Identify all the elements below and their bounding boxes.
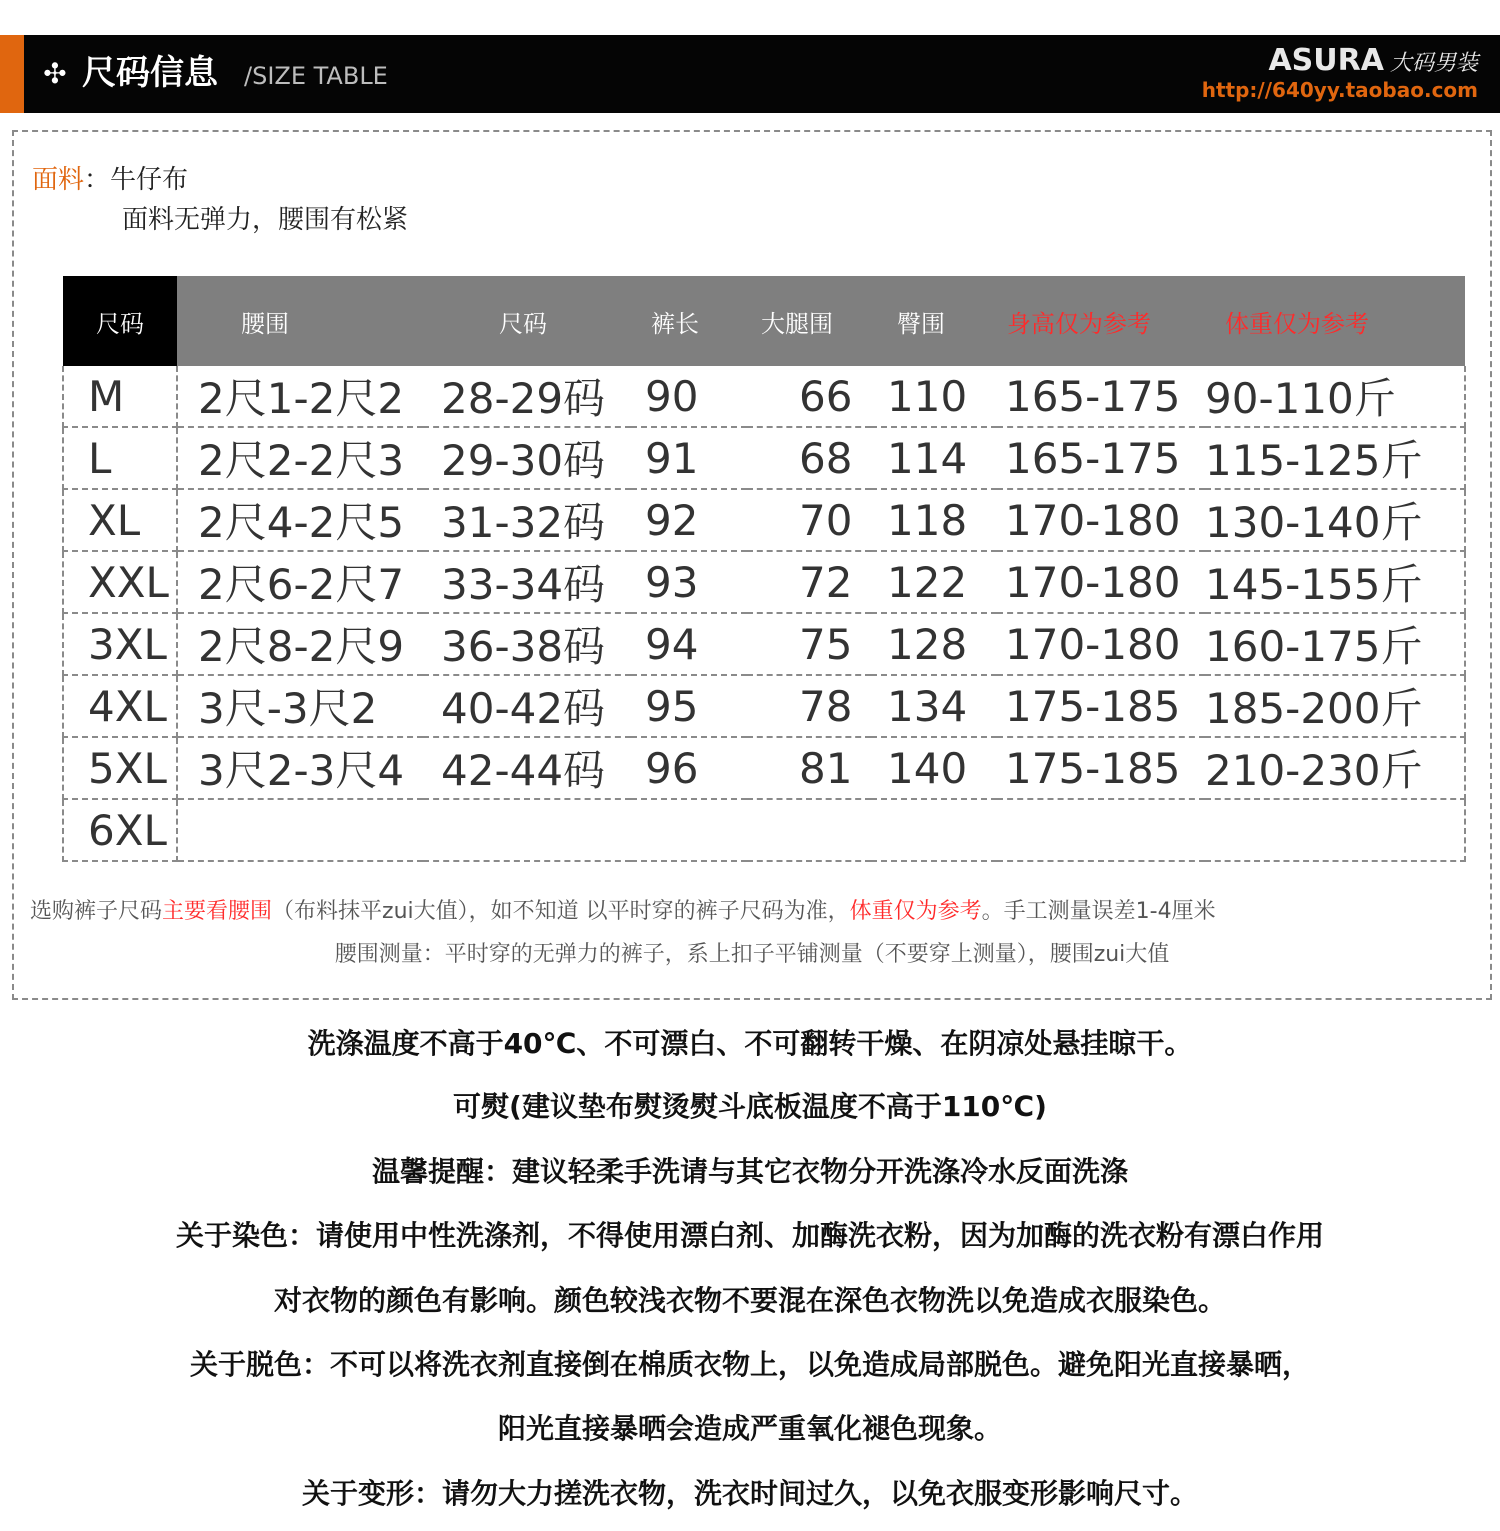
shop-url[interactable]: http://640yy.taobao.com xyxy=(1201,78,1478,102)
table-row xyxy=(63,489,1465,551)
table-cell: 118 xyxy=(871,489,997,551)
table-header-row xyxy=(63,276,1465,366)
table-cell: 2尺1-2尺2 xyxy=(177,366,423,427)
table-cell: 3尺2-3尺4 xyxy=(177,737,423,799)
col-header-height: 身高仅为参考 xyxy=(997,276,1205,366)
table-cell: 210-230斤 xyxy=(1205,737,1465,799)
table-cell xyxy=(177,799,423,861)
table-cell: 110 xyxy=(871,366,997,427)
table-cell: 165-175 xyxy=(997,366,1205,427)
table-cell: 2尺2-2尺3 xyxy=(177,427,423,489)
table-cell xyxy=(997,799,1205,861)
table-cell: 31-32码 xyxy=(423,489,631,551)
header-bar xyxy=(0,35,1500,113)
table-cell: 175-185 xyxy=(997,737,1205,799)
table-cell: 2尺4-2尺5 xyxy=(177,489,423,551)
table-cell xyxy=(747,799,871,861)
care-line: 关于染色：请使用中性洗涤剂，不得使用漂白剂、加酶洗衣粉，因为加酶的洗衣粉有漂白作用 xyxy=(175,1219,1324,1252)
fabric-info: 面料：牛仔布 面料无弹力，腰围有松紧 xyxy=(32,160,188,200)
table-cell xyxy=(1205,799,1465,861)
col-header-waist: 腰围 xyxy=(177,276,423,366)
table-cell xyxy=(423,799,631,861)
table-cell: 93 xyxy=(631,551,747,613)
table-cell: 33-34码 xyxy=(423,551,631,613)
table-cell: 114 xyxy=(871,427,997,489)
table-cell: 66 xyxy=(747,366,871,427)
care-line: 对衣物的颜色有影响。颜色较浅衣物不要混在深色衣物洗以免造成衣服染色。 xyxy=(273,1284,1226,1317)
table-cell: 90 xyxy=(631,366,747,427)
table-cell: 134 xyxy=(871,675,997,737)
size-cell: XL xyxy=(63,489,177,551)
table-cell: 2尺6-2尺7 xyxy=(177,551,423,613)
brand-subtitle: 大码男装 xyxy=(1389,51,1478,76)
table-cell: 2尺8-2尺9 xyxy=(177,613,423,675)
size-cell: 6XL xyxy=(63,799,177,861)
size-cell: 3XL xyxy=(63,613,177,675)
col-header-size: 尺码 xyxy=(63,276,177,366)
size-cell: 4XL xyxy=(63,675,177,737)
table-cell: 96 xyxy=(631,737,747,799)
size-table xyxy=(62,276,1466,862)
size-note: 选购裤子尺码主要看腰围（布料抹平zui大值），如不知道 以平时穿的裤子尺码为准，体重仅为参考。手工测量误差1-4厘米 xyxy=(30,899,1216,924)
table-cell: 81 xyxy=(747,737,871,799)
table-cell: 91 xyxy=(631,427,747,489)
table-cell: 42-44码 xyxy=(423,737,631,799)
table-cell: 72 xyxy=(747,551,871,613)
size-cell: L xyxy=(63,427,177,489)
waist-measure-note: 腰围测量：平时穿的无弹力的裤子，系上扣子平铺测量（不要穿上测量），腰围zui大值 xyxy=(334,942,1170,967)
table-cell: 175-185 xyxy=(997,675,1205,737)
table-cell: 140 xyxy=(871,737,997,799)
brand-name: ASURA xyxy=(1268,43,1384,78)
table-cell: 165-175 xyxy=(997,427,1205,489)
care-line: 关于脱色：不可以将洗衣剂直接倒在棉质衣物上，以免造成局部脱色。避免阳光直接暴晒， xyxy=(189,1348,1310,1381)
table-cell: 90-110斤 xyxy=(1205,366,1465,427)
col-header-length: 裤长 xyxy=(631,276,747,366)
table-cell: 94 xyxy=(631,613,747,675)
col-header-weight: 体重仅为参考 xyxy=(1205,276,1465,366)
care-line: 关于变形：请勿大力搓洗衣物，洗衣时间过久，以免衣服变形影响尺寸。 xyxy=(301,1477,1198,1510)
fabric-value: 牛仔布 xyxy=(110,165,189,195)
table-cell: 29-30码 xyxy=(423,427,631,489)
care-line: 阳光直接暴晒会造成严重氧化褪色现象。 xyxy=(497,1412,1002,1445)
table-cell: 122 xyxy=(871,551,997,613)
table-row xyxy=(63,551,1465,613)
care-line: 洗涤温度不高于40℃、不可漂白、不可翻转干燥、在阴凉处悬挂晾干。 xyxy=(307,1027,1193,1060)
table-row xyxy=(63,613,1465,675)
table-cell: 70 xyxy=(747,489,871,551)
size-cell: M xyxy=(63,366,177,427)
table-row xyxy=(63,675,1465,737)
move-cross-icon: ✣ xyxy=(43,57,67,90)
fabric-label: 面料 xyxy=(32,165,85,195)
table-cell: 78 xyxy=(747,675,871,737)
table-cell xyxy=(631,799,747,861)
table-cell: 115-125斤 xyxy=(1205,427,1465,489)
col-header-hip: 臀围 xyxy=(871,276,997,366)
table-cell: 145-155斤 xyxy=(1205,551,1465,613)
accent-bar xyxy=(0,35,24,113)
table-cell: 3尺-3尺2 xyxy=(177,675,423,737)
brand-logo xyxy=(1268,45,1478,80)
table-cell: 28-29码 xyxy=(423,366,631,427)
table-cell: 36-38码 xyxy=(423,613,631,675)
size-cell: XXL xyxy=(63,551,177,613)
table-row xyxy=(63,427,1465,489)
note-highlight-waist: 主要看腰围 xyxy=(162,899,273,924)
care-line: 温馨提醒：建议轻柔手洗请与其它衣物分开洗涤冷水反面洗涤 xyxy=(371,1155,1128,1188)
note-highlight-weight: 体重仅为参考 xyxy=(849,899,982,924)
col-header-thigh: 大腿围 xyxy=(747,276,871,366)
table-cell: 170-180 xyxy=(997,489,1205,551)
table-row xyxy=(63,737,1465,799)
table-cell: 95 xyxy=(631,675,747,737)
page-subtitle: /SIZE TABLE xyxy=(244,62,388,90)
table-cell: 170-180 xyxy=(997,613,1205,675)
table-cell: 75 xyxy=(747,613,871,675)
table-cell: 160-175斤 xyxy=(1205,613,1465,675)
table-cell: 92 xyxy=(631,489,747,551)
size-panel xyxy=(12,130,1492,1000)
size-cell: 5XL xyxy=(63,737,177,799)
table-cell: 128 xyxy=(871,613,997,675)
care-line: 可熨(建议垫布熨烫熨斗底板温度不高于110℃) xyxy=(453,1090,1047,1123)
table-cell: 170-180 xyxy=(997,551,1205,613)
table-cell: 40-42码 xyxy=(423,675,631,737)
table-row xyxy=(63,366,1465,427)
table-cell: 130-140斤 xyxy=(1205,489,1465,551)
table-row xyxy=(63,799,1465,861)
table-cell: 68 xyxy=(747,427,871,489)
table-cell xyxy=(871,799,997,861)
col-header-size-code: 尺码 xyxy=(423,276,631,366)
table-cell: 185-200斤 xyxy=(1205,675,1465,737)
fabric-detail: 面料无弹力，腰围有松紧 xyxy=(122,205,409,235)
page-title: 尺码信息 xyxy=(82,53,218,93)
